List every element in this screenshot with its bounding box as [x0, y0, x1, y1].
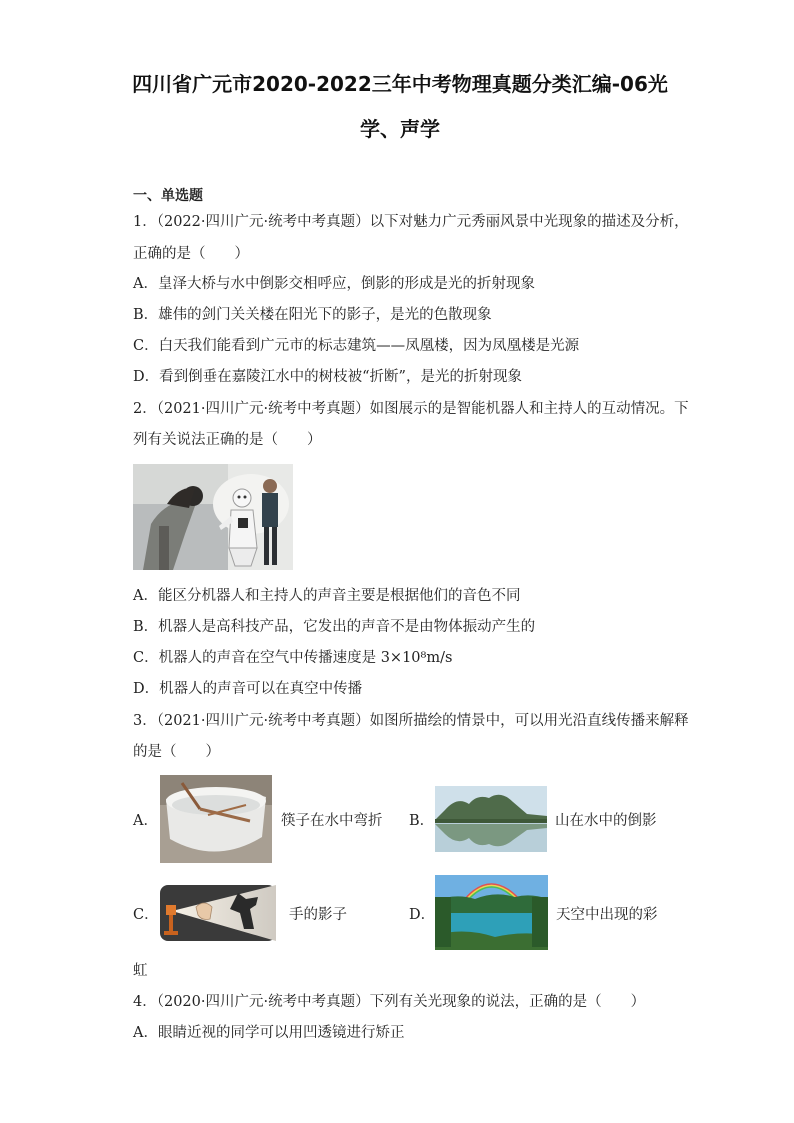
q4-option-a: A．眼睛近视的同学可以用凹透镜进行矫正	[133, 1025, 405, 1041]
q3-option-b-text: 山在水中的倒影	[555, 813, 657, 829]
document-title-line2: 学、声学	[360, 117, 440, 141]
robot-host-photo	[133, 464, 293, 570]
q3-option-a-letter: A．	[133, 813, 158, 829]
q3-option-a-text: 筷子在水中弯折	[281, 813, 383, 829]
q2-option-d: D．机器人的声音可以在真空中传播	[133, 681, 363, 697]
q1-stem-line2: 正确的是（ ）	[133, 246, 249, 262]
q1-option-a: A．皇泽大桥与水中倒影交相呼应，倒影的形成是光的折射现象	[133, 276, 535, 292]
q2-option-c: C．机器人的声音在空气中传播速度是 3×10⁸m/s	[133, 650, 453, 666]
q1-option-c: C．白天我们能看到广元市的标志建筑——凤凰楼，因为凤凰楼是光源	[133, 338, 580, 354]
q3-option-d-letter: D．	[409, 907, 436, 923]
q3-option-c-text: 手的影子	[289, 907, 347, 923]
q2-option-b: B．机器人是高科技产品，它发出的声音不是由物体振动产生的	[133, 619, 536, 635]
q3-option-b-letter: B．	[409, 813, 435, 829]
q1-option-d: D．看到倒垂在嘉陵江水中的树枝被“折断”，是光的折射现象	[133, 369, 522, 385]
mountain-reflection-photo	[435, 786, 547, 852]
q4-stem-line1: 4．（2020·四川广元·统考中考真题）下列有关光现象的说法，正确的是（ ）	[133, 994, 646, 1010]
q2-stem-line1: 2．（2021·四川广元·统考中考真题）如图展示的是智能机器人和主持人的互动情况。下	[133, 401, 689, 417]
q2-option-a: A．能区分机器人和主持人的声音主要是根据他们的音色不同	[133, 588, 521, 604]
q3-stem-line1: 3．（2021·四川广元·统考中考真题）如图所描绘的情景中，可以用光沿直线传播来解释	[133, 713, 689, 729]
q1-stem-line1: 1．（2022·四川广元·统考中考真题）以下对魅力广元秀丽风景中光现象的描述及分析，	[133, 214, 689, 230]
q3-option-d-text-cont: 虹	[133, 963, 148, 979]
section-heading: 一、单选题	[133, 188, 203, 204]
q3-option-c-letter: C．	[133, 907, 159, 923]
q3-option-d-text: 天空中出现的彩	[556, 907, 658, 923]
rainbow-lake-photo	[435, 875, 548, 950]
hand-shadow-photo	[160, 885, 276, 941]
document-title-line1: 四川省广元市2020-2022三年中考物理真题分类汇编-06光	[132, 72, 668, 96]
chopsticks-in-water-photo	[160, 775, 272, 863]
q3-stem-line2: 的是（ ）	[133, 744, 220, 760]
q2-stem-line2: 列有关说法正确的是（ ）	[133, 432, 322, 448]
q1-option-b: B．雄伟的剑门关关楼在阳光下的影子，是光的色散现象	[133, 307, 492, 323]
